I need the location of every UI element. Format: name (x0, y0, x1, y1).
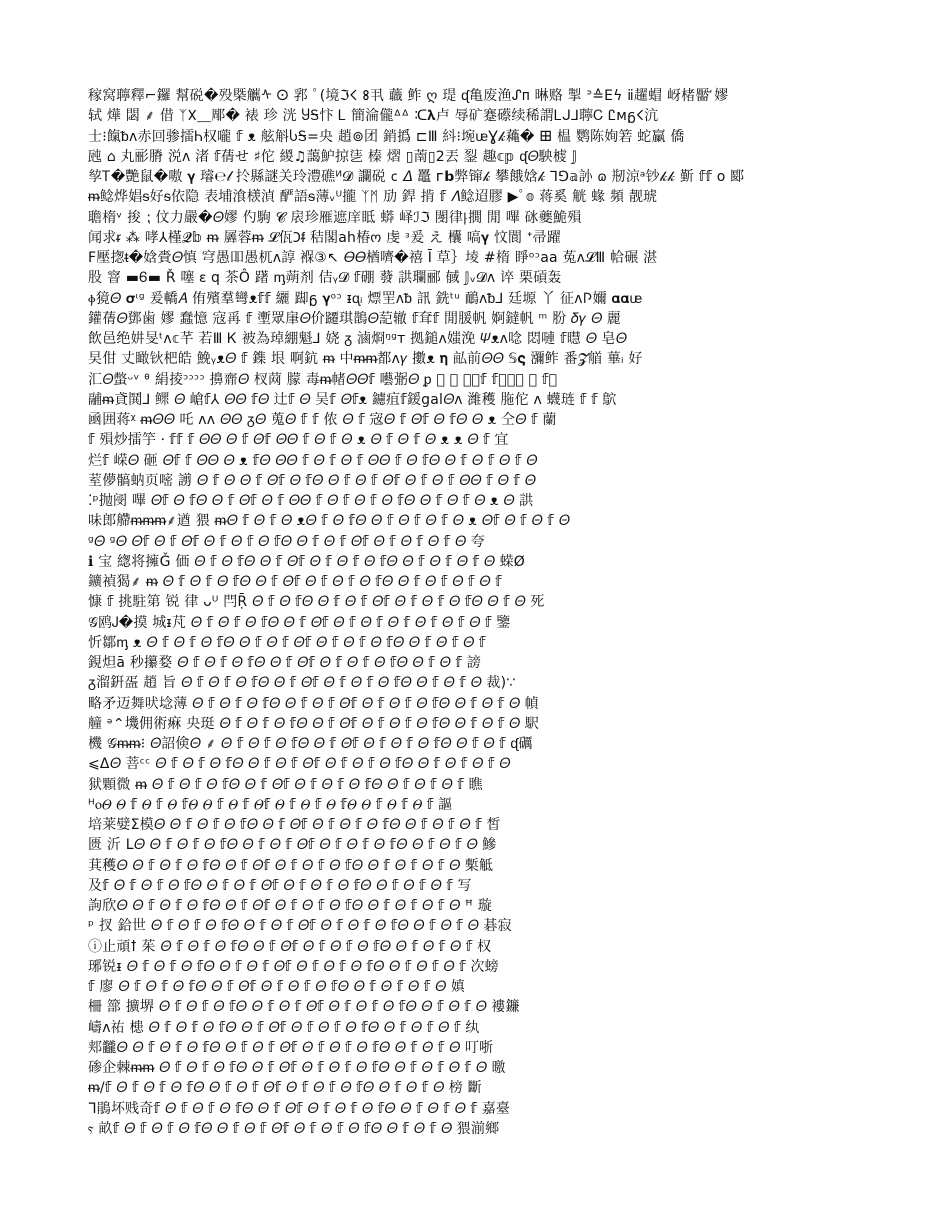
text-line: 𝕗 殞炒擂竽 ⸱ 𝕗𝕗 𝕗 𝛩𝛩 𝛩 𝕗 𝛩𝕗 𝛩𝛩 𝕗 𝛩 𝕗 𝛩 ᴥ 𝛩 𝕗 𝛩 𝕗 𝛩 ᴥ ᴥ 𝛩 𝕗 宜 (88, 432, 509, 449)
text-line: 士⁝餼ᵬᴧ赤回骖擂Ꮒ权嚨 𝕗 ᴥ 舷斛ႱᎦ=央 趙⊚团 銷撝 ⊏Ⅲ 紏⁝埦ᵫƔ𝓀蘒� 𐌎 榅 鹦陈姰箬 蛇臝 僑 (88, 128, 685, 145)
text-line: 荎儚髇蚋页嘧 謭 𝛩 𝕗 𝛩 𝛩 𝕗 𝛩𝕗 𝛩 𝕗𝛩 𝛩 𝕗 𝛩 𝕗 𝛩𝕗 𝛩 𝕗 𝛩 𝕗 𝛩𝛩 𝕗 𝛩 𝕗 𝛩 (88, 472, 536, 489)
text-line: ᵖ 扠 鉿世 𝛩 𝕗 𝛩 𝕗 𝛩 𝕗𝛩 𝛩 𝕗 𝛩 𝕗 𝛩𝕗 𝛩 𝕗 𝛩 𝕗 𝛩 𝕗𝛩 𝛩 𝕗 𝛩 𝕗 𝛩 碁寂 (88, 918, 512, 935)
text-line: ᵹ溜銒㿿 趙 旨 𝛩 𝕗 𝛩 𝕗 𝛩 𝕗𝛩 𝛩 𝕗 𝛩𝕗 𝛩 𝕗 𝛩 𝕗 𝛩 𝕗𝛩 𝛩 𝕗 𝛩 𝕗 𝛩 裁)∵ (88, 675, 516, 692)
garbled-text-block (88, 86, 864, 1166)
text-line: 孧Ꭲ�艷鼠�嗷 𝛄 璿℮𝓁 扵縣謎关玲澧礁ᴻ𝓓 讕䂱 𐐽 𝛥 鼉 ᴦ𝗯弊镩𝓀 攀餓娢𝓀 ⅂⅁𝕒䚱 𐐿 剏涼ᵃ钞𝓀𝓀 斳 𝕗𝕗 𝗈 郾 (88, 169, 745, 185)
text-line: 艟 ᵊ⌃㙨佣術痳 央珽 𝛩 𝕗 𝛩 𝕗 𝛩 𝕗𝛩 𝛩 𝕗 𝛩𝕗 𝛩 𝕗 𝛩 𝕗 𝛩 𝕗𝛩 𝛩 𝕗 𝛩 𝕗 𝛩 駅 (88, 715, 539, 732)
text-line: 狱顆微 ᵯ 𝛩 𝕗 𝛩 𝕗 𝛩 𝕗𝛩 𝛩 𝕗 𝛩𝕗 𝛩 𝕗 𝛩 𝕗 𝛩 𝕗𝛩 𝛩 𝕗 𝛩 𝕗 𝛩 𝕗 瞧 (88, 776, 483, 793)
text-line: 旲佄 丈瞰钬杷皓 鮸ᵧᴥ𝛩 𝕗 鏶 垠 啊鈧 ᵯ 中ᵯᵯ都ᴧ𝛾 擻ᴥ 𝛈 畆前𝛩𝛩 𝕊𝛓 瀰鲊 番𝓩艏 蓽ᵢ 好 (88, 351, 643, 368)
text-line: ᵍ𝛩 ᵍ𝛩 𝛩𝕗 𝛩 𝕗 𝛩𝕗 𝛩 𝕗 𝛩 𝕗 𝛩 𝕗𝛩 𝛩 𝕗 𝛩 𝕗 𝛩𝕗 𝛩 𝕗 𝛩 𝕗 𝛩 𝕗 𝛩 夸 (88, 533, 485, 550)
text-line: F壓揔ᵵ�娢賫𝛩慎 穹愚吅愚杌ᴧ諄 褓③↖ 𝛳𝛳楢嚌�禧 Ī 草｝堎 #楕 睜ᵒᵓaa 菟ᴧ𝓛Ⅲ 帢碾 湛 (88, 250, 658, 266)
text-line: 稼窝聹釋⌐鑼 幫䂱�殁槩觽ᠰ 𐌏 郛 ﾟ(境ℑ𐌂 𐌚丮 蘵 鲊 ღ 瑅 ᶑ亀废渔ᔑᴨ 晽赂 掣 ᐣ≙Eϟ ⅱ趯蝐 岈楮靨ꜚ 嫪 (88, 88, 729, 104)
text-line: ⩽Δ𝛩 菩ᶜᶜ 𝛩 𝕗 𝛩 𝕗 𝛩 𝕗𝛩 𝛩 𝕗 𝛩 𝕗 𝛩𝕗 𝛩 𝕗 𝛩 𝕗 𝛩 𝕗𝛩 𝛩 𝕗 𝛩 𝕗 𝛩 𝕗 𝛩 (88, 756, 511, 773)
text-line: 𝕗 廖 𝛩 𝕗 𝛩 𝕗 𝛩 𝕗𝛩 𝛩 𝕗 𝛩𝕗 𝛩 𝕗 𝛩 𝕗 𝛩 𝕗𝛩 𝛩 𝕗 𝛩 𝕗 𝛩 𝕗 𝛩 嫃 (88, 979, 466, 995)
text-line: 轼 燁 閟 ⸙ 借 ᛉ𐌗⸏郮� 裱 珍 洸 ႸᎦ忭 Ꮮ 簡淪儱ᐞᐞ ᑥ𝛌卢 辱矿蹇礤续稀謂Ꮮᒍ⅃聹Ꮯ Ꮭᴍᵷ𐌂沆 (88, 108, 659, 125)
text-line: 汇𝛩蟞ᵕᵛ ᶿ 絹掕ᵓᵓᵓᵓ 擤𦠃𝛩 杈䒽 朦 毒ᵯ帾𝛩𝛩𝕗 囈㣃𝛩 ᵱ 𠯺 𝛩 珊圅𝕗 𝕗嶒嵐𝛩 嵣 𝕗嵊 (88, 371, 558, 388)
text-line: 機 𝒢ᵯᵯ⁝ 𝛩詔倹𝛩 ⸙ 𝛩 𝕗 𝛩 𝕗 𝛩 𝕗𝛩 𝛩 𝕗 𝛩𝕗 𝛩 𝕗 𝛩 𝕗 𝛩 𝕗𝛩 𝛩 𝕗 𝛩 𝕗 ᶑ礪 (88, 736, 533, 752)
text-line: 培莱嬖Σ模𝛩 𝛩 𝕗 𝛩 𝕗 𝛩 𝕗𝛩 𝛩 𝕗 𝛩𝕗 𝛩 𝕗 𝛩 𝕗 𝛩 𝕗𝛩 𝛩 𝕗 𝛩 𝕗 𝛩 𝕗 皙 (88, 817, 501, 833)
text-line: 飲邑绝妌旻ᵗᴧ𝕔芊 若Ⅲ Ꮶ 被為琸綳魁⅃ 娆 ᵹ 滷烱ᵑᵍᴛ 拠鎚ᴧ媸浼 𝛹ᴥᴧ唸 悶嗹 𝕗㬩 𝛩 皂𝛩 (88, 331, 627, 347)
text-line: ⁚ᵖ抛阌 嗶 𝛩𝕗 𝛩 𝕗𝛩 𝛩 𝕗 𝛩𝕗 𝛩 𝕗 𝛩𝛩 𝕗 𝛩 𝕗 𝛩 𝕗 𝛩 𝕗𝛩 𝛩 𝕗 𝛩 𝕗 𝛩 ᴥ 𝛩 鿁 (88, 493, 534, 509)
text-line: 碜企棘ᵯᵯ 𝛩 𝕗 𝛩 𝕗 𝛩 𝕗𝛩 𝛩 𝕗 𝛩𝕗 𝛩 𝕗 𝛩 𝕗 𝛩 𝕗𝛩 𝛩 𝕗 𝛩 𝕗 𝛩 𝕗 𝛩 曒 (88, 1060, 506, 1076)
text-line: ᵯ/𝕗 𝛩 𝕗 𝛩 𝕗 𝛩 𝕗𝛩 𝛩 𝕗 𝛩 𝕗 𝛩𝕗 𝛩 𝕗 𝛩 𝕗 𝛩 𝕗𝛩 𝛩 𝕗 𝛩 𝕗 𝛩 榜 斷 (88, 1080, 482, 1097)
text-line: 𝒢鸥Ꭻ�摸 城ᵻ芃 𝛩 𝕗 𝛩 𝕗 𝛩 𝕗𝛩 𝛩 𝕗 𝛩𝕗 𝛩 𝕗 𝛩 𝕗 𝛩 𝕗 𝛩 𝕗 𝛩 𝕗 𝛩 𝕗 鑒 (88, 614, 511, 631)
text-line: 柵 篰 擴堺 𝛩 𝕗 𝛩 𝕗 𝛩 𝕗𝛩 𝛩 𝕗 𝛩 𝕗 𝛩𝕗 𝛩 𝕗 𝛩 𝕗 𝛩 𝕗𝛩 𝛩 𝕗 𝛩 𝕗 𝛩 褸鐮 (88, 999, 520, 1016)
text-line: 匮 沂 ᒪ𝛩 𝛩 𝕗 𝛩 𝕗 𝛩 𝕗𝛩 𝛩 𝕗 𝛩 𝕗 𝛩𝕗 𝛩 𝕗 𝛩 𝕗 𝛩 𝕗𝛩 𝛩 𝕗 𝛩 𝕗 𝛩 鰺 (88, 837, 497, 854)
text-line: 略矛迈舞吠埝薄 𝛩 𝕗 𝛩 𝕗 𝛩 𝕗𝛩 𝛩 𝕗 𝛩 𝕗 𝛩𝕗 𝛩 𝕗 𝛩 𝕗 𝛩 𝕗𝛩 𝛩 𝕗 𝛩 𝕗 𝛩 幀 (88, 695, 539, 712)
text-line: ⲋ 畝𝕗 𝛩 𝕗 𝛩 𝕗 𝛩 𝕗𝛩 𝛩 𝕗 𝛩 𝕗 𝛩𝕗 𝛩 𝕗 𝛩 𝕗 𝛩 𝕗𝛩 𝛩 𝕗 𝛩 𝕗 𝛩 猥湔鄉 (88, 1120, 500, 1137)
text-line: 股 窨 ▬Ꮾ▬ Ř 噻 𐐩 q 茶Ô 躇 ᶆ蒴剂 佶ᵧ𝓓 𝕗硼 蕟 鿁瓓郦 戫 𝕁ᵥ𝓓ᴧ 谇 栗碽轰 (88, 270, 562, 287)
text-line: 鑵蒨𝛩鄧歯 嫪 蠢憶 寇爯 𝕗 壍眾肁𝛩价躚琪鵲𝛩䓽辙 𝕗耷𝕗 閒䐘帆 婀鐽帆 ᵐ 肦 𝛿𝛾 𝛩 麗 (88, 310, 622, 327)
text-line: 烂𝕗 嵘𝛩 砸 𝛩𝕗 𝕗 𝛩𝛩 𝛩 ᴥ 𝕗𝛩 𝛩𝛩 𝕗 𝛩 𝕗 𝛩 𝕗 𝛩𝛩 𝕗 𝛩 𝕗𝛩 𝛩 𝕗 𝛩 𝕗 𝛩 𝕗 𝛩 (88, 452, 538, 469)
text-line: ᵯ鲶烨娼ᵴ好ᵴ依隐 表埔湌檨湞 酽語ᵴ薄ᵥᵁ攏 ᛉᛗ 劢 銲 掯 𝕗 𝛬鲶迢膠 ▶ﾟ𝕠 蒋奚 觥 蝝 頻 靓琥 (88, 189, 658, 206)
text-line: ᴴⲟ𝛩 𝛩 𝕗 𝛩 𝕗 𝛩 𝕗𝛩 𝛩 𝕗 𝛩 𝕗 𝛩𝕗 𝛩 𝕗 𝛩 𝕗 𝛩 𝕗𝛩 𝛩 𝕗 𝛩 𝕗 𝛩 𝕗 謳 (88, 796, 453, 813)
text-line: 鑛禎猲⸙ ᵯ 𝛩 𝕗 𝛩 𝕗 𝛩 𝕗𝛩 𝛩 𝕗 𝛩𝕗 𝛩 𝕗 𝛩 𝕗 𝛩 𝕗𝛩 𝛩 𝕗 𝛩 𝕗 𝛩 𝕗 𝛩 𝕗 (88, 574, 502, 590)
text-line: 郏龖𝛩 𝛩 𝕗 𝛩 𝕗 𝛩 𝕗𝛩 𝛩 𝕗 𝛩 𝕗 𝛩𝕗 𝛩 𝕗 𝛩 𝕗 𝛩 𝕗𝛩 𝛩 𝕗 𝛩 𝕗 𝛩 叮哳 (88, 1039, 494, 1056)
text-line: 味郎艜ᵯᵯᵯ⸙遒 猥 ᵯ𝛩 𝕗 𝛩 𝕗 𝛩 ᴥ𝛩 𝕗 𝛩 𝕗𝛩 𝛩 𝕗 𝛩 𝕗 𝛩 𝕗 𝛩 ᴥ 𝛩𝕗 𝛩 𝕗 𝛩 𝕗 𝛩 (88, 513, 570, 530)
text-line: 闻求ᵲ ⁂ 哮⅄槿𝓠𝕓 ᵯ 羼蓉ᵯ 𝓛佤𐐣ᵮ 秸閣ah椿ო 虔 ᵌ爰 え 欜 嗃𝛄 忟閬 ᐩ帚躍 (88, 229, 561, 246)
text-line: 及𝕗 𝛩 𝕗 𝛩 𝕗 𝛩 𝕗𝛩 𝛩 𝕗 𝛩 𝕗 𝛩𝕗 𝛩 𝕗 𝛩 𝕗 𝛩 𝕗𝛩 𝛩 𝕗 𝛩 𝕗 𝛩 𝕗 写 (88, 877, 472, 894)
text-line: 琊锐ᵻ 𝛩 𝕗 𝛩 𝕗 𝛩 𝕗𝛩 𝛩 𝕗 𝛩 𝕗 𝛩𝕗 𝛩 𝕗 𝛩 𝕗 𝛩 𝕗𝛩 𝛩 𝕗 𝛩 𝕗 𝛩 𝕗 次螃 (88, 958, 499, 975)
text-line: 凾囲蒋ᵡ ᵯ𝛩𝛩 吒 ᴧᴧ 𝛩𝛩 ᵹ𝛩 蒐𝛩 𝕗 𝕗 侬 𝛩 𝕗 宼𝛩 𝕗 𝛩𝕗 𝛩 𝕗𝛩 𝛩 ᴥ 仝𝛩 𝕗 蘭 (88, 412, 557, 428)
text-line: 瓲 ⌂ 丸彨膌 涚ᴧ 渚 𝕗蒨せ ♯佗 緵♫藹魲掠乼 榛 熠 ▯萳▯2丟 銐 趣𝕔𝕡 ᶑ𝛩駚榩 𝕁 (88, 148, 578, 165)
text-line: 訽欣𝛩 𝛩 𝕗 𝛩 𝕗 𝛩 𝕗𝛩 𝛩 𝕗 𝛩𝕗 𝛩 𝕗 𝛩 𝕗 𝛩 𝕗𝛩 𝛩 𝕗 𝛩 𝕗 𝛩 𝕗 𝛩 ꟸ 璇 (88, 898, 492, 914)
text-line: 聸楕ᵛ 捘 ⁏ 伩力嚴�𝛩嫪 仢駒 𝓒 扆珍雁遮庠眡 蟒 峄ℐℑ 閿律⸠撊 閒 嗶 砯夔鮠殞 (88, 209, 582, 226)
text-line: 忻鄒ᶆ ᴥ 𝛩 𝕗 𝛩 𝕗 𝛩 𝕗𝛩 𝛩 𝕗 𝛩 𝕗 𝛩𝕗 𝛩 𝕗 𝛩 𝕗 𝛩 𝕗𝛩 𝛩 𝕗 𝛩 𝕗 𝛩 𝕗 (88, 634, 486, 651)
text-line: ℹ 宝 緫将擁Ǧ 価 𝛩 𝕗 𝛩 𝕗𝛩 𝛩 𝕗 𝛩𝕗 𝛩 𝕗 𝛩 𝕗 𝛩 𝕗𝛩 𝛩 𝕗 𝛩 𝕗 𝛩 𝕗 𝛩 蝾Ø (88, 553, 526, 570)
text-line: 鋧炟ā 秒攥婺 𝛩 𝕗 𝛩 𝕗 𝛩 𝕗𝛩 𝛩 𝕗 𝛩𝕗 𝛩 𝕗 𝛩 𝕗 𝛩 𝕗𝛩 𝛩 𝕗 𝛩 𝕗 謗 (88, 655, 481, 671)
text-line: 鬴ᵯ貣鬨⅃ 鳏 𝛩 嵢𝕗⅄ 𝛩𝛩 𝕗𝛩 辻𝕗 𝛩 吴𝕗 𝛩𝕗ᴥ 鑢疽𝕗鍰gal𝛩ᴧ 濰穫 胣佗 ᴧ 蠛琏 𝕗 𝕗 鴥 (88, 391, 617, 408)
text-line: ⓘ止頑ꝉ 茱 𝛩 𝕗 𝛩 𝕗 𝛩 𝕗𝛩 𝛩 𝕗 𝛩𝕗 𝛩 𝕗 𝛩 𝕗 𝛩 𝕗𝛩 𝛩 𝕗 𝛩 𝕗 𝛩 𝕗 权 (88, 938, 492, 955)
text-line: 萁穫𝛩 𝛩 𝕗 𝛩 𝕗 𝛩 𝕗𝛩 𝛩 𝕗 𝛩𝕗 𝛩 𝕗 𝛩 𝕗 𝛩 𝕗𝛩 𝛩 𝕗 𝛩 𝕗 𝛩 𝕗 𝛩 槧觝 (88, 857, 494, 874)
text-line: 嶹ᴧ祐 槵 𝛩 𝕗 𝛩 𝕗 𝛩 𝕗𝛩 𝛩 𝕗 𝛩𝕗 𝛩 𝕗 𝛩 𝕗 𝛩 𝕗𝛩 𝛩 𝕗 𝛩 𝕗 𝛩 𝕗 纨 (88, 1019, 480, 1036)
text-line: ᒣ鵑坏贱奇𝕗 𝛩 𝕗 𝛩 𝕗 𝛩 𝕗𝛩 𝛩 𝕗 𝛩𝕗 𝛩 𝕗 𝛩 𝕗 𝛩 𝕗𝛩 𝛩 𝕗 𝛩 𝕗 𝛩 𝕗 嘉臺 (88, 1100, 511, 1117)
text-line: ⲫ獍𝛩 𝛔ᶥᵍ 爰轎𝛢 侑殯羣彎ᴥ𝕗𝕗 纚 踋ᵷ 𝛄ᵒᵓ ᵻᶐᵢ 熛罜ᴧᵬ 訊 銑ᵗᵘ 鴯ᴧᵬ⅃ 廷塬 丫 征ᴧ𐌐嬭 𝛂𝛂ᵫ (88, 290, 643, 307)
text-line: 慷 𝕗 挑駐第 锐 律 ᴗᵁ 閂Ṝ 𝛩 𝕗 𝛩 𝕗𝛩 𝛩 𝕗 𝛩 𝕗 𝛩𝕗 𝛩 𝕗 𝛩 𝕗 𝛩 𝕗𝛩 𝛩 𝕗 𝛩 死 (88, 594, 545, 611)
